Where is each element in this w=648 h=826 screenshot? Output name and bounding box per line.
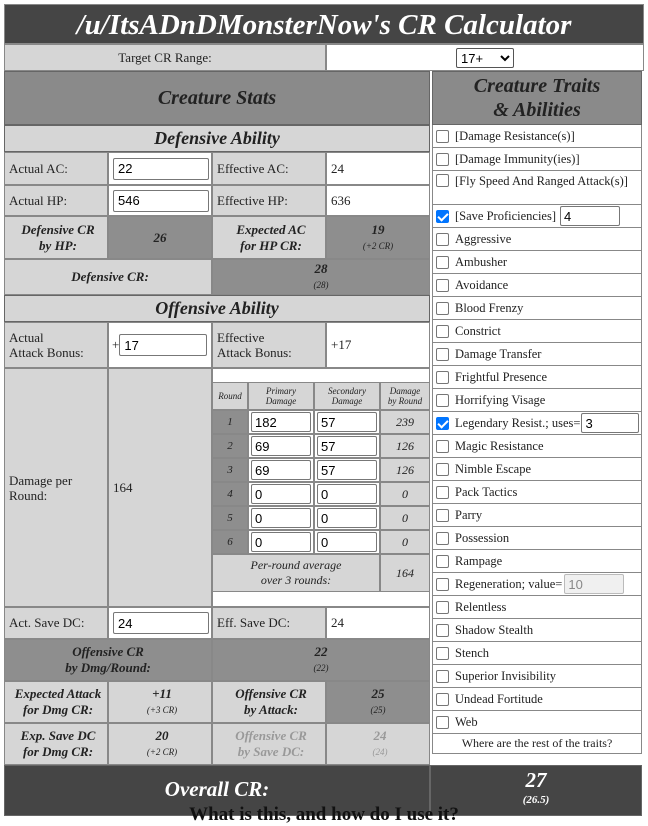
trait-item[interactable]: Frightful Presence [432, 366, 642, 389]
secondary-damage-input[interactable] [317, 532, 377, 552]
offensive-ability-header: Offensive Ability [4, 295, 430, 322]
eff-save-dc-label: Eff. Save DC: [212, 607, 326, 639]
secondary-damage-input[interactable] [317, 508, 377, 528]
trait-item[interactable]: Constrict [432, 320, 642, 343]
trait-item[interactable]: Stench [432, 642, 642, 665]
secondary-damage-header: Secondary Damage [314, 382, 380, 410]
expected-attack-value: +11 (+3 CR) [108, 681, 212, 723]
target-cr-select[interactable] [456, 48, 514, 68]
trait-checkbox[interactable] [436, 670, 449, 683]
trait-checkbox[interactable] [436, 601, 449, 614]
primary-damage-input[interactable] [251, 436, 311, 456]
effective-hp-label: Effective HP: [212, 185, 326, 216]
target-cr-label: Target CR Range: [4, 44, 326, 71]
trait-checkbox[interactable] [436, 233, 449, 246]
trait-checkbox[interactable] [436, 578, 449, 591]
trait-checkbox[interactable] [436, 325, 449, 338]
traits-list [432, 125, 642, 754]
trait-item[interactable]: Aggressive [432, 228, 642, 251]
trait-item[interactable]: Damage Transfer [432, 343, 642, 366]
overall-cr-note: (26.5) [522, 794, 550, 806]
trait-item[interactable]: Parry [432, 504, 642, 527]
page-title: /u/ItsADnDMonsterNow's CR Calculator [4, 4, 644, 44]
save-dc-input[interactable] [113, 612, 209, 634]
defensive-cr-hp-value: 26 [108, 216, 212, 259]
damage-by-round-header: Damage by Round [380, 382, 430, 410]
damage-per-round-label: Damage per Round: [4, 368, 108, 607]
primary-damage-input[interactable] [251, 460, 311, 480]
average-value: 164 [380, 554, 430, 592]
secondary-damage-cell [314, 482, 380, 506]
round-header: Round [212, 382, 248, 410]
actual-ac-label: Actual AC: [4, 152, 108, 185]
trait-item[interactable]: Horrifying Visage [432, 389, 642, 412]
primary-damage-cell [248, 458, 314, 482]
effective-attack-value: +17 [326, 322, 430, 368]
trait-checkbox[interactable] [436, 417, 449, 430]
actual-hp-cell [108, 185, 212, 216]
defensive-cr-value: 28 (28) [212, 259, 430, 295]
actual-hp-label: Actual HP: [4, 185, 108, 216]
primary-damage-input[interactable] [251, 484, 311, 504]
round-total: 126 [380, 458, 430, 482]
offensive-cr-dmg-value: 22 (22) [212, 639, 430, 681]
expected-ac-value: 19 (+2 CR) [326, 216, 430, 259]
attack-bonus-cell [108, 322, 212, 368]
trait-item[interactable]: Rampage [432, 550, 642, 573]
trait-item[interactable]: [Fly Speed And Ranged Attack(s)] [432, 171, 642, 205]
secondary-damage-cell [314, 410, 380, 434]
effective-hp-value: 636 [326, 185, 430, 216]
creature-stats-header: Creature Stats [4, 71, 430, 125]
trait-checkbox[interactable] [436, 174, 449, 187]
traits-header-line2: & Abilities [493, 99, 581, 121]
offensive-cr-dmg-label: Offensive CR by Dmg/Round: [4, 639, 212, 681]
secondary-damage-cell [314, 530, 380, 554]
legendary-resist-input[interactable] [581, 413, 639, 433]
trait-checkbox[interactable] [436, 153, 449, 166]
round-number: 5 [212, 506, 248, 530]
traits-footer[interactable]: Where are the rest of the traits? [432, 734, 642, 754]
expected-attack-label: Expected Attack for Dmg CR: [4, 681, 108, 723]
round-total: 0 [380, 506, 430, 530]
trait-item[interactable]: Ambusher [432, 251, 642, 274]
help-heading: What is this, and how do I use it? [189, 804, 459, 825]
round-total: 0 [380, 482, 430, 506]
save-dc-label: Act. Save DC: [4, 607, 108, 639]
defensive-cr-hp-label: Defensive CR by HP: [4, 216, 108, 259]
primary-damage-cell [248, 482, 314, 506]
attack-bonus-label: Actual Attack Bonus: [4, 322, 108, 368]
damage-table [212, 382, 430, 592]
trait-checkbox[interactable] [436, 463, 449, 476]
trait-item[interactable]: Undead Fortitude [432, 688, 642, 711]
average-label: Per-round average over 3 rounds: [212, 554, 380, 592]
trait-item[interactable]: Regeneration; value= 10 [432, 573, 642, 596]
trait-item[interactable]: [Save Proficiencies] 4 [432, 205, 642, 228]
traits-header-line1: Creature Traits [473, 75, 601, 97]
trait-checkbox[interactable] [436, 394, 449, 407]
effective-ac-value: 24 [326, 152, 430, 185]
trait-checkbox[interactable] [436, 279, 449, 292]
trait-checkbox[interactable] [436, 647, 449, 660]
primary-damage-cell [248, 434, 314, 458]
trait-checkbox[interactable] [436, 210, 449, 223]
secondary-damage-cell [314, 506, 380, 530]
secondary-damage-input[interactable] [317, 436, 377, 456]
offensive-cr-save-label: Offensive CR by Save DC: [212, 723, 326, 765]
round-total: 126 [380, 434, 430, 458]
trait-checkbox[interactable] [436, 371, 449, 384]
secondary-damage-cell [314, 434, 380, 458]
primary-damage-input[interactable] [251, 532, 311, 552]
round-number: 1 [212, 410, 248, 434]
expected-save-label: Exp. Save DC for Dmg CR: [4, 723, 108, 765]
actual-ac-cell [108, 152, 212, 185]
trait-item[interactable]: Pack Tactics [432, 481, 642, 504]
primary-damage-cell [248, 410, 314, 434]
round-total: 0 [380, 530, 430, 554]
save-dc-cell [108, 607, 212, 639]
trait-item[interactable]: Nimble Escape [432, 458, 642, 481]
actual-ac-input[interactable] [113, 158, 209, 180]
trait-checkbox[interactable] [436, 509, 449, 522]
effective-attack-label: Effective Attack Bonus: [212, 322, 326, 368]
primary-damage-header: Primary Damage [248, 382, 314, 410]
effective-ac-label: Effective AC: [212, 152, 326, 185]
damage-per-round-value: 164 [108, 368, 212, 607]
trait-item[interactable]: Legendary Resist.; uses= 3 [432, 412, 642, 435]
trait-item[interactable]: [Damage Immunity(ies)] [432, 148, 642, 171]
offensive-cr-attack-label: Offensive CR by Attack: [212, 681, 326, 723]
trait-item[interactable]: Superior Invisibility [432, 665, 642, 688]
secondary-damage-input[interactable] [317, 460, 377, 480]
trait-checkbox[interactable] [436, 486, 449, 499]
primary-damage-cell [248, 530, 314, 554]
offensive-cr-save-value: 24 (24) [326, 723, 430, 765]
trait-item[interactable]: Web [432, 711, 642, 734]
attack-bonus-prefix: + [112, 337, 120, 352]
trait-item[interactable]: [Damage Resistance(s)] [432, 125, 642, 148]
attack-bonus-input[interactable] [119, 334, 207, 356]
offensive-cr-attack-value: 25 (25) [326, 681, 430, 723]
trait-checkbox[interactable] [436, 440, 449, 453]
eff-save-dc-value: 24 [326, 607, 430, 639]
round-total: 239 [380, 410, 430, 434]
traits-header [432, 71, 642, 125]
trait-item[interactable]: Avoidance [432, 274, 642, 297]
actual-hp-input[interactable] [113, 190, 209, 212]
trait-item[interactable]: Blood Frenzy [432, 297, 642, 320]
expected-save-value: 20 (+2 CR) [108, 723, 212, 765]
trait-checkbox[interactable] [436, 716, 449, 729]
trait-item[interactable]: Shadow Stealth [432, 619, 642, 642]
trait-checkbox[interactable] [436, 624, 449, 637]
secondary-damage-input[interactable] [317, 412, 377, 432]
trait-checkbox[interactable] [436, 302, 449, 315]
trait-checkbox[interactable] [436, 693, 449, 706]
primary-damage-input[interactable] [251, 508, 311, 528]
regeneration-input[interactable] [564, 574, 624, 594]
round-number: 6 [212, 530, 248, 554]
trait-item[interactable]: Possession [432, 527, 642, 550]
primary-damage-input[interactable] [251, 412, 311, 432]
target-cr-cell [326, 44, 644, 71]
trait-checkbox[interactable] [436, 130, 449, 143]
trait-checkbox[interactable] [436, 555, 449, 568]
expected-ac-label: Expected AC for HP CR: [212, 216, 326, 259]
secondary-damage-input[interactable] [317, 484, 377, 504]
trait-checkbox[interactable] [436, 348, 449, 361]
round-number: 2 [212, 434, 248, 458]
round-number: 3 [212, 458, 248, 482]
round-number: 4 [212, 482, 248, 506]
defensive-ability-header: Defensive Ability [4, 125, 430, 152]
overall-cr-label: Overall CR: [4, 765, 430, 816]
trait-checkbox[interactable] [436, 532, 449, 545]
trait-checkbox[interactable] [436, 256, 449, 269]
defensive-cr-label: Defensive CR: [4, 259, 212, 295]
trait-item[interactable]: Magic Resistance [432, 435, 642, 458]
secondary-damage-cell [314, 458, 380, 482]
trait-item[interactable]: Relentless [432, 596, 642, 619]
save-proficiencies-input[interactable] [560, 206, 620, 226]
primary-damage-cell [248, 506, 314, 530]
overall-cr-number: 27 [525, 768, 547, 792]
